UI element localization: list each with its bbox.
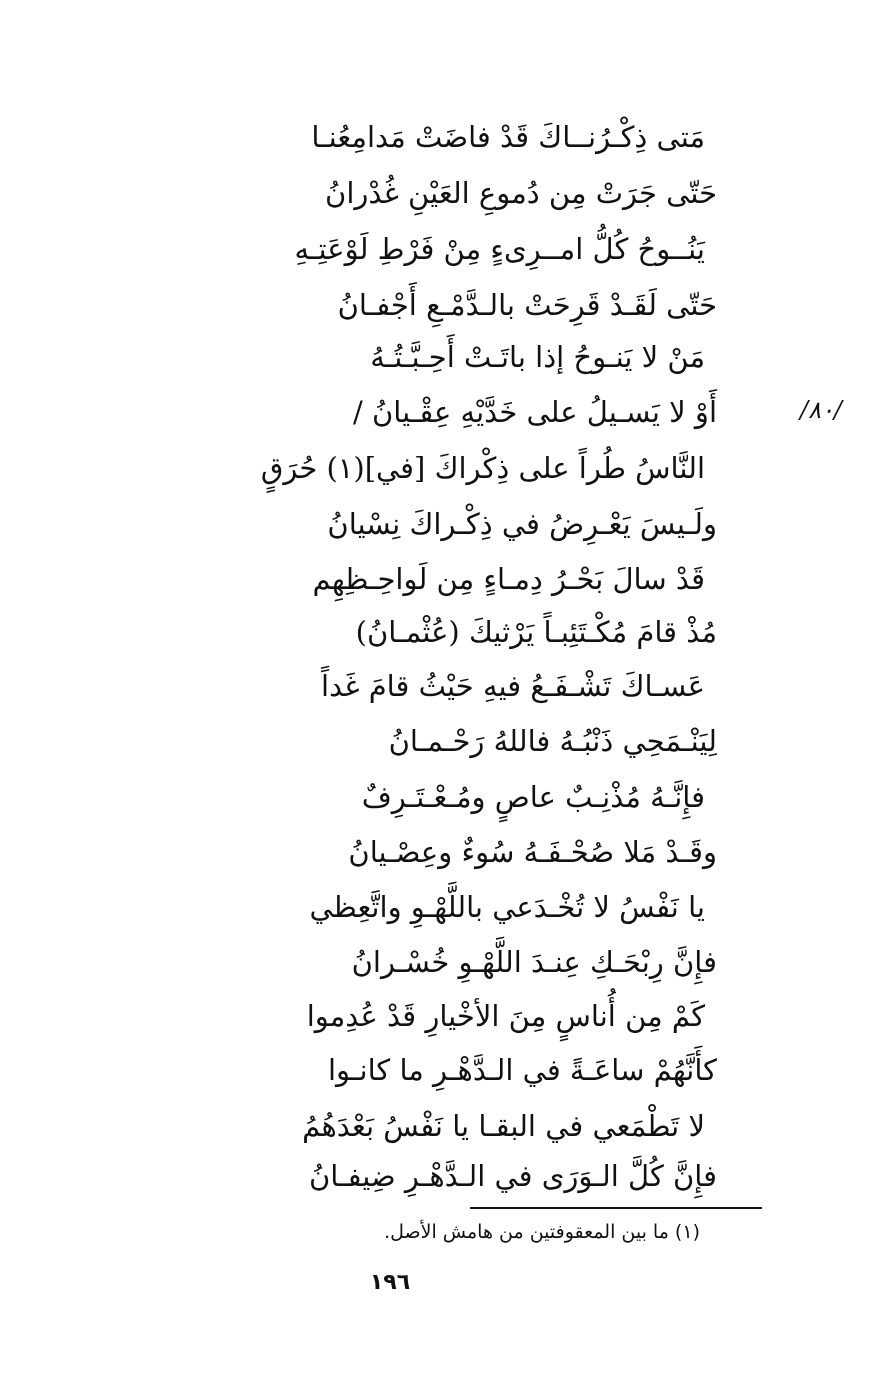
manuscript-folio-marker: /٨٠/	[800, 396, 842, 424]
verse-line: يا نَفْسُ لا تُخْـدَعي باللَّهْـوِ واتَّعِظي	[309, 890, 705, 924]
verse-line: النَّاسُ طُراً على ذِكْراكَ [في](١) حُرَقٍ	[260, 451, 705, 485]
verse-line: فإِنَّ رِبْحَـكِ عِنـدَ اللَّهْـوِ خُسْـرانُ	[351, 945, 717, 979]
page-number: ١٩٦	[369, 1270, 411, 1295]
verse-line: قَدْ سالَ بَحْـرُ دِمـاءٍ مِن لَواحِـظِهِم	[312, 562, 705, 596]
verse-line: حَتّى جَرَتْ مِن دُموعِ العَيْنِ غُدْرانُ	[325, 176, 717, 210]
footnote-divider	[470, 1207, 762, 1209]
verse-line: فإِنَّ كُلَّ الـوَرَى في الـدَّهْـرِ ضِيفـانُ	[308, 1159, 717, 1193]
verse-line: مُذْ قامَ مُكْـتَئِبـاً يَرْثيكَ (عُثْمـانُ)	[355, 615, 717, 649]
verse-line: حَتّى لَقَـدْ قَرِحَتْ بالـدَّمْـعِ أَجْفـانُ	[337, 288, 717, 322]
verse-line: عَسـاكَ تَشْـفَـعُ فيهِ حَيْثُ قامَ غَداً	[321, 669, 705, 703]
verse-line: لِيَنْـمَحِي ذَنْبُـهُ فاللهُ رَحْـمـانُ	[388, 724, 717, 758]
verse-line: ولَـيسَ يَعْـرِضُ في ذِكْـراكَ نِسْيانُ	[327, 507, 717, 541]
verse-line: كَمْ مِن أُناسٍ مِنَ الأخْيارِ قَدْ عُدِموا	[306, 999, 705, 1033]
verse-line: لا تَطْمَعي في البقـا يا نَفْسُ بَعْدَهُمُ	[302, 1109, 705, 1143]
verse-line: أَوْ لا يَسـيلُ على خَدَّيْهِ عِقْـيانُ /	[352, 395, 717, 429]
footnote: (١) ما بين المعقوفتين من هامش الأصل.	[384, 1221, 700, 1243]
verse-line: يَنُــوحُ كُلُّ امــرِىءٍ مِنْ فَرْطِ لَوْعَتِـهِ	[294, 232, 705, 266]
verse-line: فإِنَّـهُ مُذْنِـبٌ عاصٍ ومُـعْـتَـرِفٌ	[361, 780, 705, 814]
verse-line: وقَـدْ مَلا صُحْـفَـهُ سُوءٌ وعِصْـيانُ	[348, 835, 717, 869]
verse-line: مَنْ لا يَنـوحُ إذا باتَـتْ أَحِـبَّـتُـهُ	[370, 340, 705, 374]
verse-line: كأَنَّهُمْ ساعَـةً في الـدَّهْـرِ ما كانـوا	[327, 1053, 717, 1087]
verse-line: مَتى ذِكْـرُنــاكَ قَدْ فاضَتْ مَدامِعُنـا	[311, 120, 705, 154]
